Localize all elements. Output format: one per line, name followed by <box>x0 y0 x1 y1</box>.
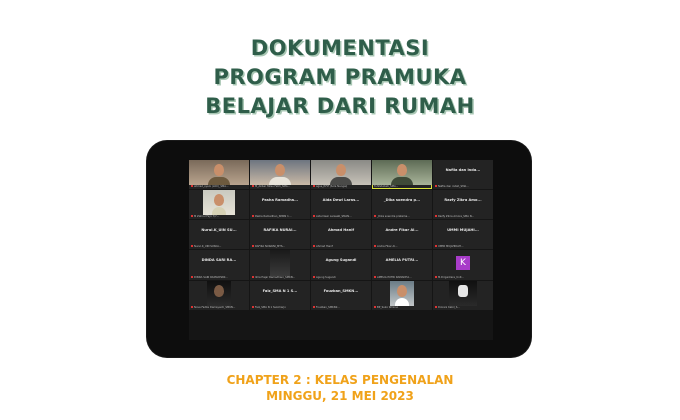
participant-name: Fouzban_SMKN... <box>323 288 359 293</box>
participant-caption: Ilma Hajar Ramadhani_SMKN... <box>255 275 296 279</box>
participant-tile[interactable] <box>372 281 432 310</box>
face <box>336 164 346 176</box>
participant-caption: Fouzban_SMKN2... <box>316 305 340 309</box>
participant-name: AMELIA PUTRI... <box>385 258 419 263</box>
participant-caption: Pasha Ramadhan_SMKN 1 ... <box>255 215 293 219</box>
participant-tile[interactable] <box>189 190 249 219</box>
participant-caption: Nafila dan indah_SMA... <box>438 185 469 189</box>
participant-caption: Nova Fadila Damayanti_SMKN... <box>194 305 236 309</box>
participant-caption: BP_Suko Wiliono <box>377 305 399 309</box>
body <box>269 177 291 185</box>
participant-tile[interactable] <box>372 220 432 249</box>
chapter-heading: CHAPTER 2 : KELAS PENGENALAN <box>226 373 454 387</box>
participant-caption: Aida Dewi Larasati_SMAN... <box>316 215 352 219</box>
date-heading: MINGGU, 21 MEI 2023 <box>266 389 414 403</box>
participant-tile[interactable] <box>189 250 249 279</box>
participant-tile[interactable] <box>311 250 371 279</box>
participant-tile[interactable] <box>433 190 493 219</box>
participant-caption: Tuhfatullaili_SMA... <box>374 185 399 189</box>
title-line-1: DOKUMENTASI <box>250 36 430 60</box>
face <box>397 164 407 176</box>
participant-caption: _Dika soendra pratama... <box>377 215 410 219</box>
mic-muted-icon <box>313 215 315 217</box>
participant-name: Razfy Zikra Amo... <box>444 198 482 203</box>
mic-muted-icon <box>313 185 315 187</box>
participant-caption: Ahmad Hanif <box>316 245 333 249</box>
participant-caption: Andre Fikar Al... <box>377 245 398 249</box>
mic-muted-icon <box>252 245 254 247</box>
participant-video <box>449 281 477 306</box>
participant-tile-active-speaker[interactable] <box>372 160 432 189</box>
participant-video <box>203 190 235 215</box>
mic-muted-icon <box>435 276 437 278</box>
participant-tile[interactable] <box>250 220 310 249</box>
participant-name: Andre Fikar Al... <box>385 228 419 233</box>
face <box>275 164 285 176</box>
face <box>214 164 224 176</box>
mic-muted-icon <box>191 306 193 308</box>
video-conference-screen <box>189 160 493 340</box>
participant-tile[interactable] <box>250 190 310 219</box>
participant-name: Aida Dewi Laras... <box>322 198 360 203</box>
participant-video <box>270 250 290 275</box>
body <box>395 298 409 306</box>
participant-tile[interactable] <box>250 160 310 189</box>
body <box>330 177 352 185</box>
participant-caption: Agung Sugandi <box>316 275 336 279</box>
participant-caption: Faiz_SMA N 1 Sukoharjo <box>255 305 286 309</box>
mic-muted-icon <box>252 306 254 308</box>
mic-muted-icon <box>435 245 437 247</box>
participant-tile[interactable] <box>189 281 249 310</box>
participant-caption: agus_P.F.P (Sola Nangai) <box>316 185 348 189</box>
participant-tile[interactable] <box>311 220 371 249</box>
participant-caption: Dioreni Kabil_S... <box>438 305 460 309</box>
participant-name: UMMI MUJAHI... <box>447 228 479 233</box>
participant-caption: DINDA SARI RAMADHAN... <box>194 275 228 279</box>
avatar: K <box>456 256 470 270</box>
participant-name: Agung Sugandi <box>325 258 357 263</box>
mic-muted-icon <box>313 276 315 278</box>
participant-caption: Razfy Zikra Amora_SMA N... <box>438 215 475 219</box>
participant-tile[interactable] <box>433 281 493 310</box>
participant-video <box>372 160 432 185</box>
participant-tile[interactable] <box>433 160 493 189</box>
participant-video <box>390 281 414 306</box>
participant-gallery <box>189 160 493 340</box>
participant-name: RAFIKA NURAI... <box>263 228 297 233</box>
participant-caption: AMELIA PUTRI RAMADHA... <box>377 275 412 279</box>
participant-caption: UMMI MUJAHIDAH... <box>438 245 464 249</box>
participant-tile[interactable] <box>311 160 371 189</box>
participant-caption: M.Dirgantara_Unit... <box>438 275 464 279</box>
mic-muted-icon <box>252 276 254 278</box>
participant-tile[interactable] <box>311 281 371 310</box>
participant-tile[interactable] <box>433 220 493 249</box>
body <box>212 207 226 215</box>
face <box>397 285 407 297</box>
mic-muted-icon <box>191 245 193 247</box>
participant-video <box>311 160 371 185</box>
participant-name: Faiz_SMA N 1 S... <box>262 288 298 293</box>
participant-tile[interactable] <box>250 281 310 310</box>
title-line-2: PROGRAM PRAMUKA <box>213 65 467 89</box>
participant-video <box>189 160 249 185</box>
participant-name: Nafila dan inda... <box>445 168 481 172</box>
participant-caption: RAFIKA NURAINI_MTS... <box>255 245 286 249</box>
mic-muted-icon <box>191 215 193 217</box>
participant-caption: M_Akbar Tatsu Fatih_SMA... <box>255 185 291 189</box>
face <box>214 194 224 206</box>
mic-muted-icon <box>374 276 376 278</box>
body <box>208 177 230 185</box>
participant-tile[interactable] <box>250 250 310 279</box>
mic-muted-icon <box>374 215 376 217</box>
participant-tile[interactable] <box>311 190 371 219</box>
participant-name: Ahmad Hanif <box>327 228 355 233</box>
face <box>214 285 224 297</box>
participant-caption: M Zahrul Fajri 7/7... <box>194 215 220 219</box>
mic-muted-icon <box>435 306 437 308</box>
mic-muted-icon <box>252 185 254 187</box>
participant-video <box>250 160 310 185</box>
participant-tile[interactable] <box>189 220 249 249</box>
participant-name: Pasha Ramadha... <box>261 198 299 203</box>
mic-muted-icon <box>191 276 193 278</box>
mic-muted-icon <box>374 306 376 308</box>
participant-video <box>207 281 231 306</box>
participant-tile[interactable] <box>372 250 432 279</box>
mic-muted-icon <box>313 306 315 308</box>
face <box>458 285 468 297</box>
participant-tile[interactable] <box>189 160 249 189</box>
mic-muted-icon <box>435 185 437 187</box>
body <box>391 177 413 185</box>
mic-muted-icon <box>435 215 437 217</box>
participant-tile[interactable] <box>433 250 493 279</box>
mic-muted-icon <box>191 185 193 187</box>
mic-muted-icon <box>252 215 254 217</box>
participant-name: Nurul.K_UIN SU... <box>201 228 237 233</box>
participant-caption: ahmad_syeix (LOC)_SMA... <box>194 185 229 189</box>
mic-muted-icon <box>374 245 376 247</box>
participant-name: _Dika soendra p... <box>383 198 421 203</box>
participant-caption: Nurul.K_UIN SUSKA... <box>194 245 222 249</box>
mic-muted-icon <box>313 245 315 247</box>
participant-name: DINDA SARI RA... <box>201 258 237 263</box>
title-line-3: BELAJAR DARI RUMAH <box>205 94 475 118</box>
participant-tile[interactable] <box>372 190 432 219</box>
